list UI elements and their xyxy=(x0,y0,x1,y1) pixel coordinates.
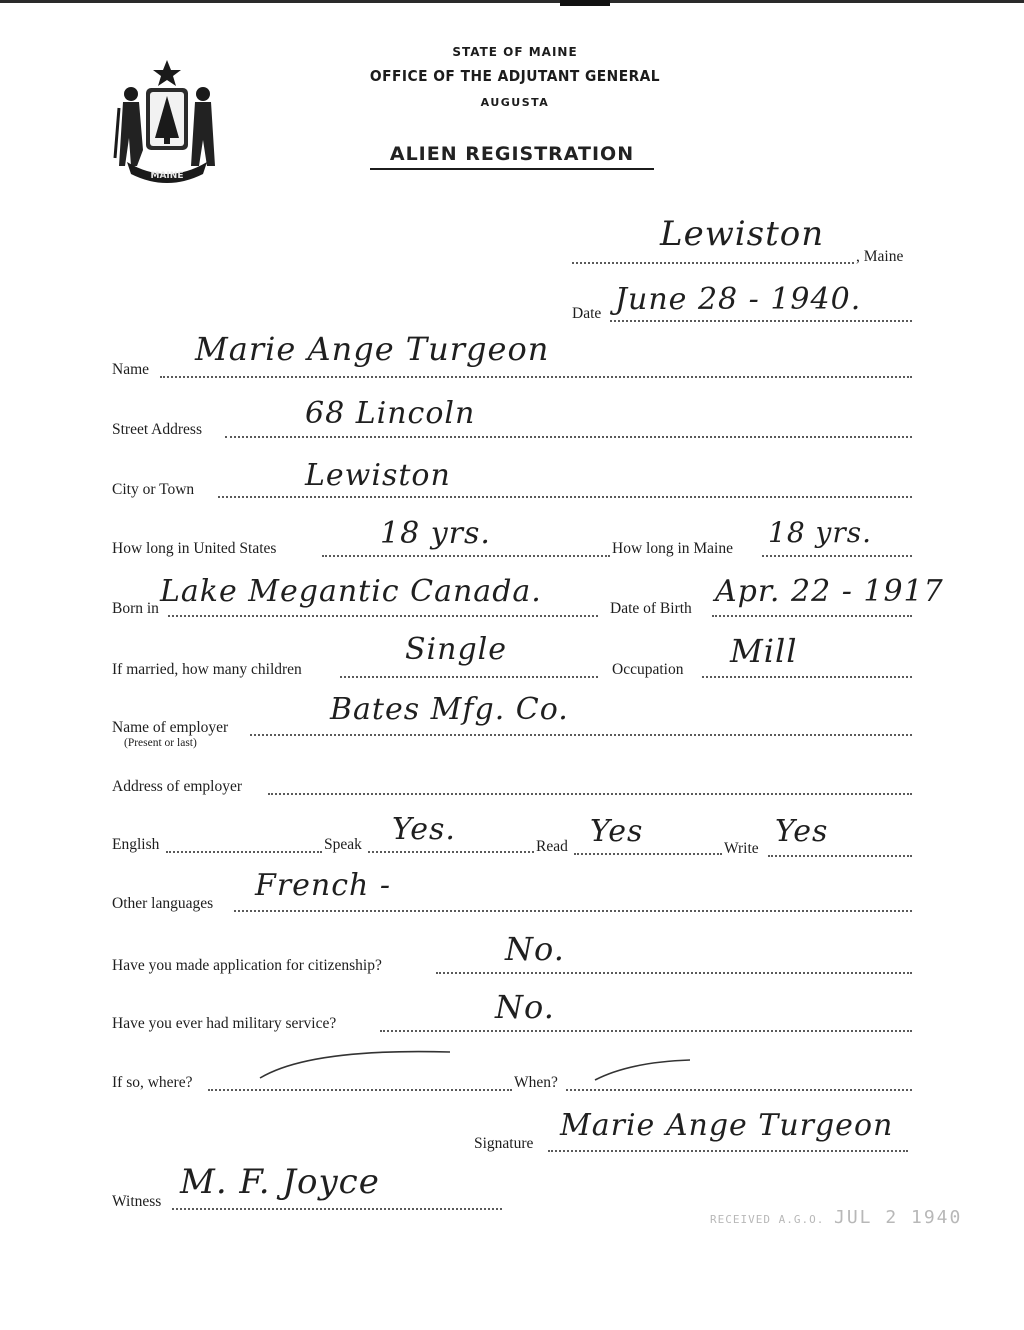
employer-address-label: Address of employer xyxy=(112,778,242,795)
speak-label: Speak xyxy=(324,836,362,853)
read-label: Read xyxy=(536,838,568,855)
military-label: Have you ever had military service? xyxy=(112,1015,337,1032)
dash-strokes xyxy=(250,1040,910,1100)
city-line xyxy=(218,496,912,498)
name-label: Name xyxy=(112,361,150,378)
other-languages-entry: French - xyxy=(255,868,392,903)
born-line xyxy=(168,615,598,617)
dob-line xyxy=(712,615,912,617)
how-long-us-line xyxy=(322,555,610,557)
scan-top-mark xyxy=(560,0,610,6)
how-long-us-label: How long in United States xyxy=(112,540,277,557)
citizenship-line xyxy=(436,972,912,974)
dob-label: Date of Birth xyxy=(610,600,692,617)
occupation-line xyxy=(702,676,912,678)
english-line xyxy=(166,851,322,853)
born-label: Born in xyxy=(112,600,159,617)
date-line xyxy=(610,320,912,322)
form-title: ALIEN REGISTRATION xyxy=(370,143,654,170)
employer-entry: Bates Mfg. Co. xyxy=(330,692,569,727)
street-entry: 68 Lincoln xyxy=(305,396,476,431)
read-entry: Yes xyxy=(590,814,644,849)
occupation-entry: Mill xyxy=(730,632,798,670)
how-long-us-entry: 18 yrs. xyxy=(380,516,491,551)
military-line xyxy=(380,1030,912,1032)
signature-line xyxy=(548,1150,908,1152)
speak-entry: Yes. xyxy=(392,812,456,847)
name-line xyxy=(160,376,912,378)
children-label: If married, how many children xyxy=(112,661,302,678)
street-line xyxy=(225,436,912,438)
citizenship-label: Have you made application for citizenship? xyxy=(112,957,382,974)
state-of-maine-seal-icon xyxy=(113,58,221,186)
office-heading: OFFICE OF THE ADJUTANT GENERAL xyxy=(369,67,661,85)
other-languages-label: Other languages xyxy=(112,895,214,912)
employer-address-line xyxy=(268,793,912,795)
city-label: City or Town xyxy=(112,481,195,498)
name-entry: Marie Ange Turgeon xyxy=(195,330,550,368)
street-label: Street Address xyxy=(112,421,202,438)
witness-line xyxy=(172,1208,502,1210)
where-label: If so, where? xyxy=(112,1074,193,1091)
read-line xyxy=(574,853,722,855)
how-long-maine-entry: 18 yrs. xyxy=(768,516,873,549)
received-stamp xyxy=(710,1207,962,1228)
signature-entry: Marie Ange Turgeon xyxy=(560,1108,894,1143)
svg-text:MAINE: MAINE xyxy=(150,171,184,181)
received-stamp-date: JUL 2 1940 xyxy=(833,1207,963,1228)
state-heading: STATE OF MAINE xyxy=(452,45,578,59)
city-heading: AUGUSTA xyxy=(480,96,550,109)
signature-label: Signature xyxy=(474,1135,534,1152)
children-entry: Single xyxy=(405,632,508,667)
other-languages-line xyxy=(234,910,912,912)
town-entry: Lewiston xyxy=(660,214,825,254)
town-line xyxy=(572,262,854,264)
how-long-maine-label: How long in Maine xyxy=(612,540,733,557)
write-label: Write xyxy=(724,840,759,857)
born-entry: Lake Megantic Canada. xyxy=(160,574,542,609)
write-line xyxy=(768,855,912,857)
employer-label: Name of employer xyxy=(112,719,229,736)
how-long-maine-line xyxy=(762,555,912,557)
english-label: English xyxy=(112,836,160,853)
date-entry: June 28 - 1940. xyxy=(615,282,862,317)
city-entry: Lewiston xyxy=(305,458,451,493)
dob-entry: Apr. 22 - 1917 xyxy=(715,574,944,609)
witness-entry: M. F. Joyce xyxy=(180,1162,380,1202)
military-entry: No. xyxy=(495,988,555,1026)
date-label: Date xyxy=(572,305,602,322)
witness-label: Witness xyxy=(112,1193,162,1210)
employer-line xyxy=(250,734,912,736)
write-entry: Yes xyxy=(775,814,829,849)
maine-label: , Maine xyxy=(856,248,904,265)
received-stamp-text: RECEIVED A.G.O. xyxy=(710,1213,825,1226)
scan-top-edge xyxy=(0,0,1024,3)
children-line xyxy=(340,676,598,678)
citizenship-entry: No. xyxy=(505,930,565,968)
speak-line xyxy=(368,851,534,853)
when-label: When? xyxy=(514,1074,558,1091)
employer-sublabel: (Present or last) xyxy=(124,737,197,749)
occupation-label: Occupation xyxy=(612,661,684,678)
